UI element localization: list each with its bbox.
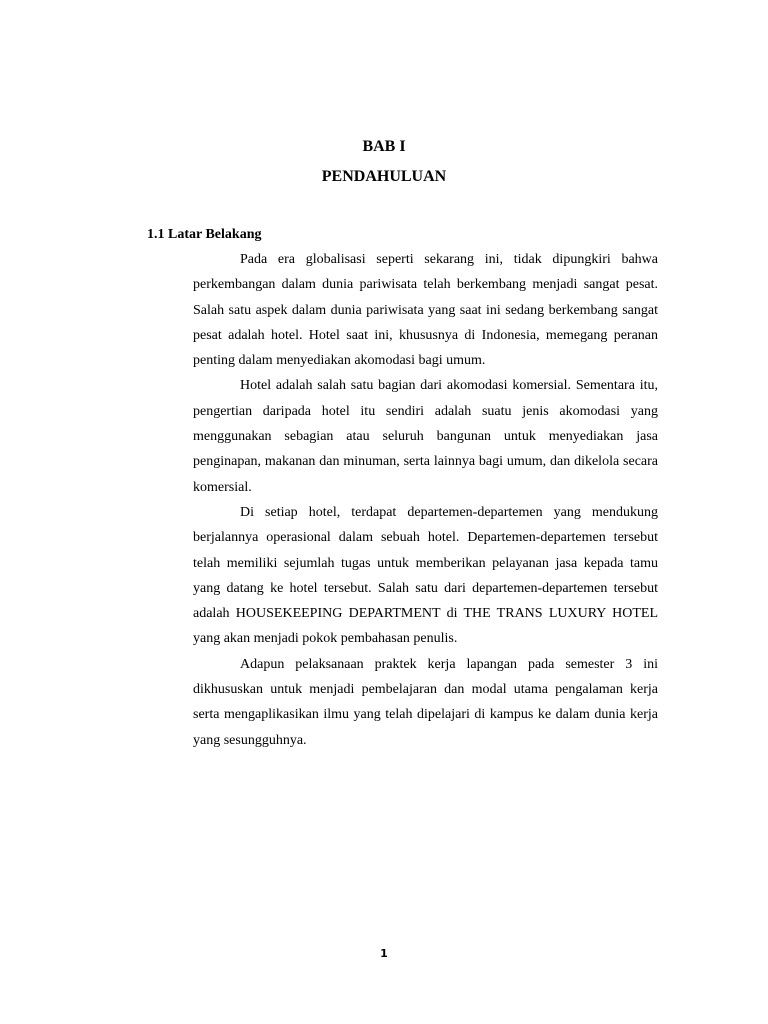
section-heading: 1.1 Latar Belakang — [147, 227, 262, 242]
paragraph: Adapun pelaksanaan praktek kerja lapangan pada semester 3 ini dikhususkan untuk menjadi pembelajaran dan modal utama pengalaman kerja serta mengaplikasikan ilmu yang telah dipelajari di kampus ke dalam dunia kerja yang sesungguhnya. — [193, 656, 658, 748]
chapter-label: BAB I — [362, 138, 406, 155]
paragraph: Di setiap hotel, terdapat departemen-departemen yang mendukung berjalannya operasional dalam sebuah hotel. Departemen-departemen tersebut telah memiliki sejumlah tugas untuk memberikan pelayanan jasa kepada tamu yang datang ke hotel tersebut. Salah satu dari departemen-departemen tersebut adalah HOUSEKEEPING DEPARTMENT di THE TRANS LUXURY HOTEL yang akan menjadi pokok pembahasan penulis. — [193, 504, 658, 647]
paragraph: Pada era globalisasi seperti sekarang ini, tidak dipungkiri bahwa perkembangan dalam dunia pariwisata telah berkembang menjadi sangat pesat. Salah satu aspek dalam dunia pariwisata yang saat ini sedang berkembang sangat pesat adalah hotel. Hotel saat ini, khususnya di Indonesia, memegang peranan penting dalam menyediakan akomodasi bagi umum. — [193, 252, 658, 369]
page-number: 1 — [380, 947, 388, 960]
paragraph: Hotel adalah salah satu bagian dari akomodasi komersial. Sementara itu, pengertian daripada hotel itu sendiri adalah suatu jenis akomodasi yang menggunakan sebagian atau seluruh bangunan untuk menyediakan jasa penginapan, makanan dan minuman, serta lainnya bagi umum, dan dikelola secara komersial. — [193, 378, 658, 495]
section-body — [193, 247, 658, 753]
chapter-title: PENDAHULUAN — [321, 168, 447, 185]
